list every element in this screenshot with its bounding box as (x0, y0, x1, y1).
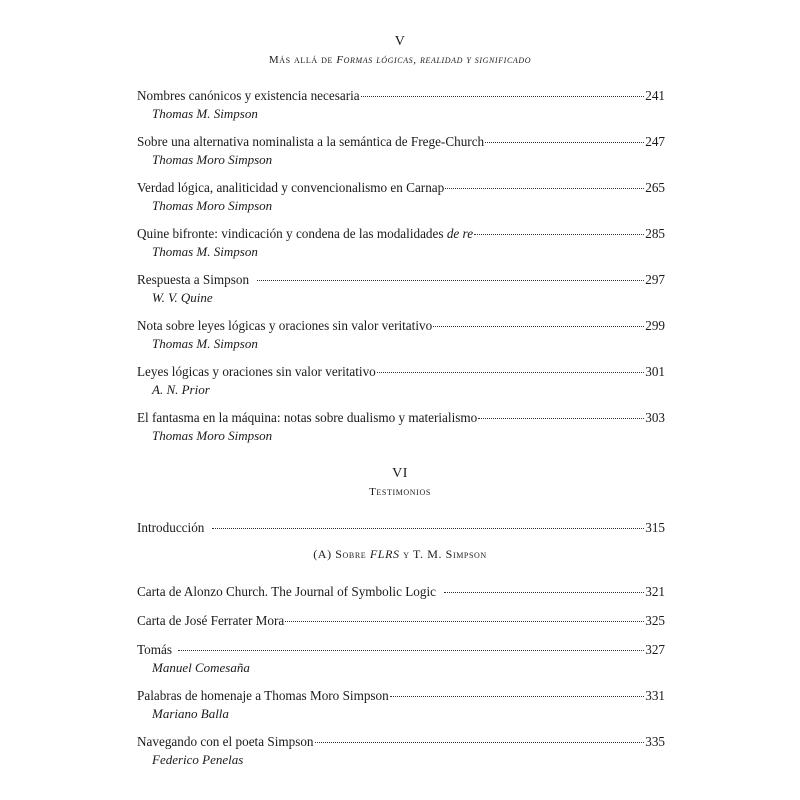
entry-title: Carta de José Ferrater Mora (137, 613, 285, 628)
entry-author: A. N. Prior (152, 382, 210, 397)
toc-entry[interactable] (137, 180, 665, 214)
toc-entry[interactable] (137, 318, 665, 352)
entry-title: Sobre una alternativa nominalista a la semántica de Frege-Church (137, 134, 485, 149)
section-6-title: Testimonios (369, 486, 431, 498)
entry-page: 241 (645, 88, 665, 103)
toc-entry[interactable] (137, 88, 665, 122)
toc-entry[interactable] (137, 226, 665, 260)
entry-page: 327 (645, 642, 665, 657)
section-5-title-italic: Formas lógicas, realidad y significado (336, 54, 532, 66)
leader-dots (178, 649, 644, 651)
section-5-title (0, 54, 800, 66)
toc-entry[interactable] (137, 734, 665, 768)
entry-author: Thomas Moro Simpson (152, 428, 273, 443)
entry-title: Palabras de homenaje a Thomas Moro Simpson (137, 688, 389, 703)
leader-dots (478, 417, 644, 419)
leader-dots (445, 187, 644, 189)
entry-page: 297 (645, 272, 665, 287)
toc-entry-intro[interactable] (137, 520, 665, 536)
entry-page: 299 (645, 318, 665, 333)
entry-title-italic: de re (446, 226, 474, 241)
entry-page: 301 (645, 364, 665, 379)
leader-dots (361, 95, 645, 97)
toc-entry[interactable] (137, 688, 665, 722)
leader-dots (390, 695, 644, 697)
entry-title: Nombres canónicos y existencia necesaria (137, 88, 360, 103)
entry-author: W. V. Quine (152, 290, 213, 305)
leader-dots (285, 620, 644, 622)
leader-dots (377, 371, 644, 373)
entry-page: 335 (645, 734, 665, 749)
entry-author: Thomas M. Simpson (152, 336, 258, 351)
entry-title: Verdad lógica, analiticidad y convencionalismo en Carnap (137, 180, 445, 195)
entry-title-text: Quine bifronte: vindicación y condena de las modalidades (137, 226, 447, 241)
section-6-number: VI (392, 466, 408, 481)
entry-title: El fantasma en la máquina: notas sobre dualismo y materialismo (137, 410, 478, 425)
subsection-title (0, 547, 800, 562)
entry-author: Thomas M. Simpson (152, 244, 258, 259)
entry-author: Mariano Balla (152, 706, 229, 721)
entry-page: 285 (645, 226, 665, 241)
entry-title: Introducción (137, 520, 205, 535)
toc-entry[interactable] (137, 584, 665, 600)
entry-title: Navegando con el poeta Simpson (137, 734, 314, 749)
leader-dots (315, 741, 645, 743)
entry-author: Thomas Moro Simpson (152, 198, 273, 213)
toc-entry[interactable] (137, 134, 665, 168)
entry-title: Tomás (137, 642, 172, 657)
toc-entry[interactable] (137, 642, 665, 676)
entry-title: Carta de Alonzo Church. The Journal of Symbolic Logic (137, 584, 436, 599)
entry-page: 321 (645, 584, 665, 599)
entry-title (137, 226, 473, 242)
entry-author: Federico Penelas (152, 752, 244, 767)
entry-title: Respuesta a Simpson (137, 272, 250, 287)
entry-page: 265 (645, 180, 665, 195)
leader-dots (485, 141, 644, 143)
entry-author: Thomas Moro Simpson (152, 152, 273, 167)
leader-dots (433, 325, 644, 327)
leader-dots (212, 527, 644, 529)
toc-entry[interactable] (137, 613, 665, 629)
subsection-title-prefix: (A) Sobre (313, 547, 370, 561)
entry-page: 325 (645, 613, 665, 628)
leader-dots (474, 233, 644, 235)
entry-author: Thomas M. Simpson (152, 106, 258, 121)
entry-page: 331 (645, 688, 665, 703)
toc-entry[interactable] (137, 364, 665, 398)
leader-dots (257, 279, 644, 281)
entry-title: Leyes lógicas y oraciones sin valor veritativo (137, 364, 376, 379)
entry-page: 315 (645, 520, 665, 535)
subsection-title-suffix: y T. M. Simpson (399, 547, 487, 561)
toc-entry[interactable] (137, 410, 665, 444)
section-5-number: V (394, 34, 406, 49)
entry-title: Nota sobre leyes lógicas y oraciones sin valor veritativo (137, 318, 433, 333)
entry-page: 303 (645, 410, 665, 425)
leader-dots (444, 591, 644, 593)
entry-author: Manuel Comesaña (152, 660, 250, 675)
entry-page: 247 (645, 134, 665, 149)
subsection-title-italic: FLRS (369, 547, 400, 561)
toc-entry[interactable] (137, 272, 665, 306)
section-5-title-prefix: Más allá de (268, 54, 337, 66)
